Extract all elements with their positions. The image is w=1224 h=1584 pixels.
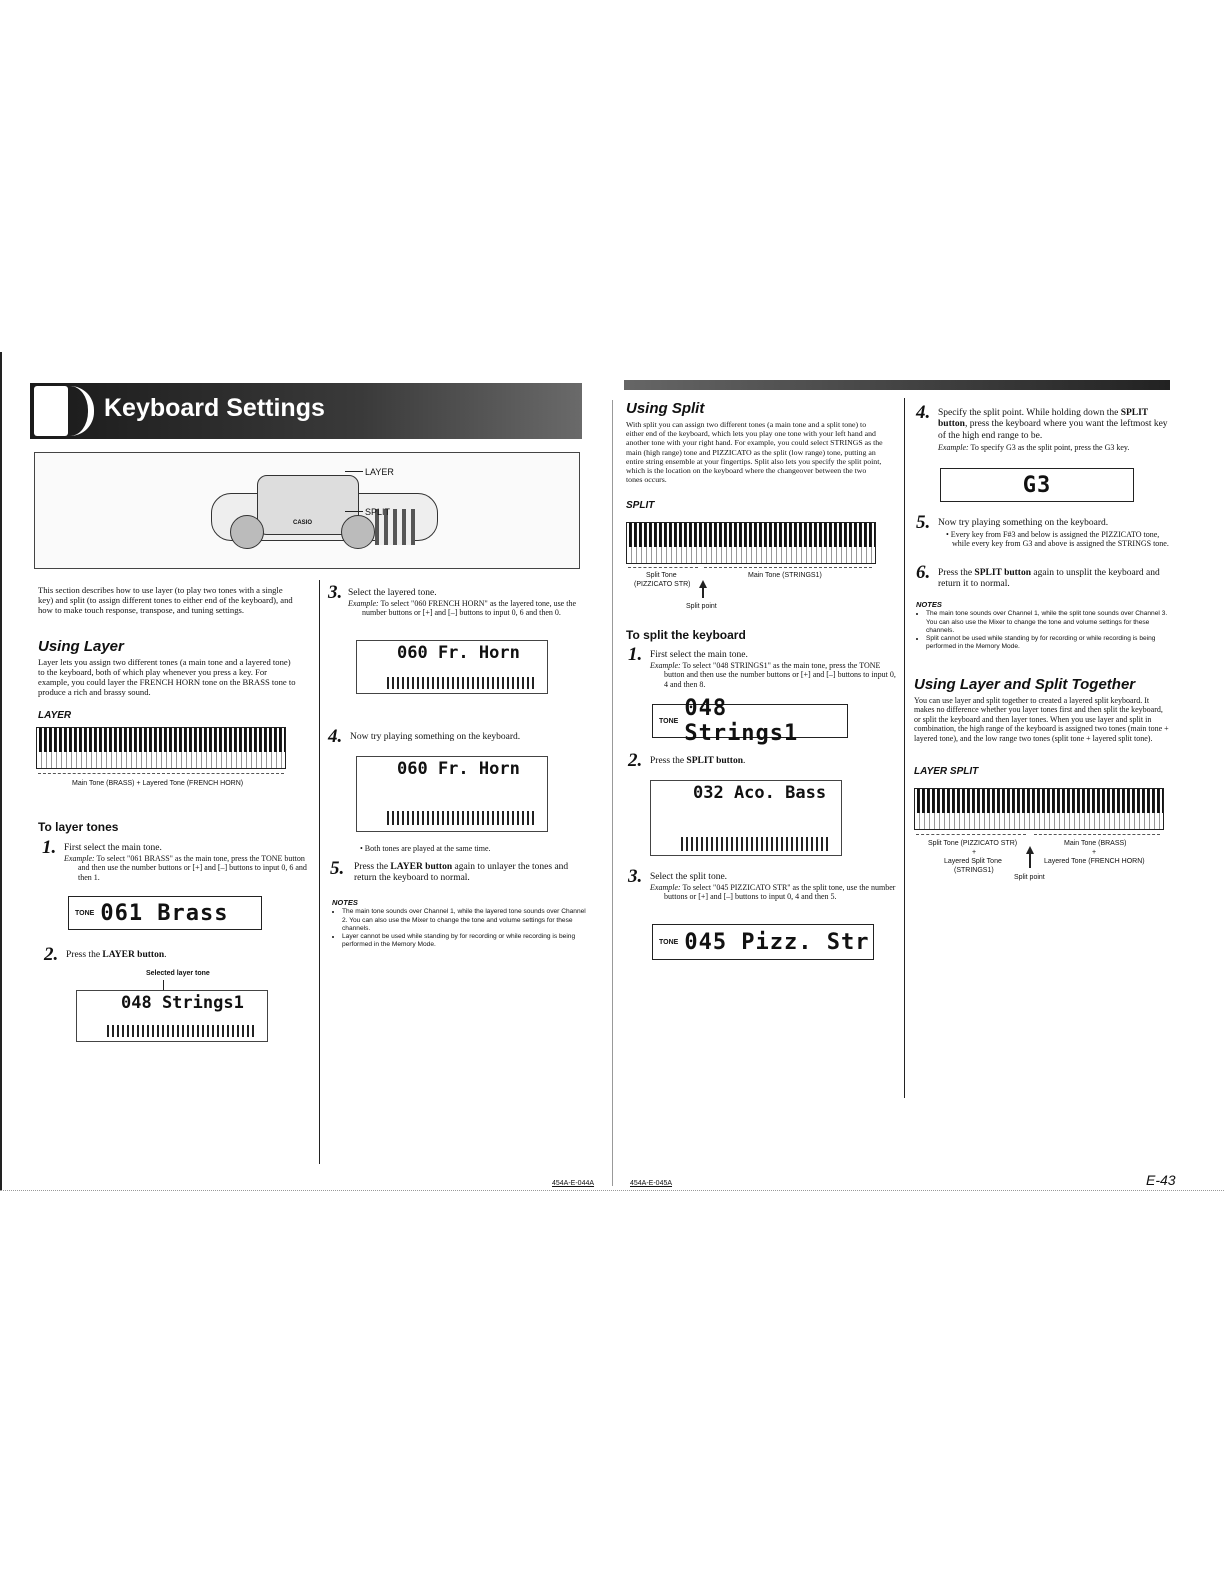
split-button-ref: SPLIT button xyxy=(938,408,1148,430)
intro-text: This section describes how to use layer (to play two tones with a single key) and split (to assign different tones to either end of the keyboard), and how to make touch response, transpose, and tuning settings. xyxy=(38,585,293,616)
split-arrow-left xyxy=(628,567,698,569)
ls-split-point-arrow-icon xyxy=(1026,846,1034,854)
step-1-text: First select the main tone. xyxy=(64,843,162,853)
display-value: 048 Strings1 xyxy=(121,993,244,1013)
example-label: Example: xyxy=(650,883,681,892)
step-4-post: , press the keyboard where you want the leftmost key of the high end range to be. xyxy=(938,419,1168,441)
layer-split-heading: Using Layer and Split Together xyxy=(914,676,1136,693)
ls-right-top: Main Tone (BRASS) xyxy=(1064,840,1127,847)
layer-split-keyboard xyxy=(914,788,1164,830)
step-2-pre: Press the xyxy=(66,950,103,960)
right-column-divider xyxy=(904,398,905,1098)
page-title: Keyboard Settings xyxy=(104,394,325,422)
ls-right-plus: + xyxy=(1092,849,1097,856)
example-text: To select "061 BRASS" as the main tone, press the TONE button and then use the number buttons or [+] and [–] buttons to input 0, 6 and then 1. xyxy=(78,854,307,882)
split-step-4-text xyxy=(938,408,1170,442)
example-text: To specify G3 as the split point, press the G3 key. xyxy=(970,443,1130,452)
ls-left-bottom2: (STRINGS1) xyxy=(954,867,994,874)
split-step-2-number: 2. xyxy=(628,750,643,771)
left-margin-rule xyxy=(0,352,2,1190)
layer-label: LAYER xyxy=(38,710,72,721)
step-5-pre: Press the xyxy=(354,862,391,872)
display-keys xyxy=(387,811,537,825)
split-step-3-text: Select the split tone. xyxy=(650,872,728,882)
using-layer-heading: Using Layer xyxy=(38,638,124,655)
layer-arrow xyxy=(38,773,284,775)
using-split-heading: Using Split xyxy=(626,400,705,417)
to-split-heading: To split the keyboard xyxy=(626,628,746,642)
note-item: • Layer cannot be used while standing by for recording or while recording is being performed in the Memory Mode. xyxy=(342,933,590,949)
step-2-text xyxy=(66,950,166,961)
split-arrow-right xyxy=(704,567,872,569)
lcd-tone-label: TONE xyxy=(659,938,679,946)
example-text: To select "048 STRINGS1" as the main tone, press the TONE button and then use the number buttons or [+] and [–] buttons to input 0, 4 and then 8. xyxy=(664,661,896,689)
split-label: SPLIT xyxy=(626,500,655,511)
note-item: • The main tone sounds over Channel 1, while the split tone sounds over Channel 3. You can also use the Mixer to change the tone and volume settings for these channels. xyxy=(926,610,1170,635)
step-5-text xyxy=(354,862,586,885)
center-divider xyxy=(612,400,613,1186)
lcd-pizz xyxy=(652,924,874,960)
lcd-strings xyxy=(652,696,848,746)
main-tone-caption: Main Tone (STRINGS1) xyxy=(748,572,822,579)
display-keys xyxy=(107,1025,257,1037)
title-bracket-icon xyxy=(34,386,68,436)
step-6-pre: Press the xyxy=(938,568,975,578)
column-divider xyxy=(319,580,320,1164)
step-2-pre: Press the xyxy=(650,756,687,766)
piano-keys-icon xyxy=(627,523,875,563)
step-4-number: 4. xyxy=(328,726,343,747)
split-step-6-number: 6. xyxy=(916,562,931,583)
split-point-stem xyxy=(702,588,704,598)
lcd-brass xyxy=(68,896,262,930)
both-tones-bullet: • Both tones are played at the same time. xyxy=(360,844,491,853)
display-horn-2 xyxy=(356,756,548,832)
display-value: 060 Fr. Horn xyxy=(397,643,520,663)
to-layer-heading: To layer tones xyxy=(38,820,119,834)
note-item: • The main tone sounds over Channel 1, while the layered tone sounds over Channel 2. You can also use the Mixer to change the tone and volume settings for these channels. xyxy=(342,908,590,933)
split-step-5-number: 5. xyxy=(916,512,931,533)
split-tone-sub: (PIZZICATO STR) xyxy=(634,581,691,588)
split-step-3-number: 3. xyxy=(628,866,643,887)
example-label: Example: xyxy=(650,661,681,670)
step-3-text: Select the layered tone. xyxy=(348,588,437,598)
layer-keyboard-caption: Main Tone (BRASS) + Layered Tone (FRENCH HORN) xyxy=(72,780,244,787)
selected-layer-label: Selected layer tone xyxy=(146,970,210,977)
display-keys xyxy=(387,677,537,689)
right-speaker xyxy=(341,515,375,549)
piano-keys-icon xyxy=(915,789,1163,829)
ls-right-bottom: Layered Tone (FRENCH HORN) xyxy=(1044,858,1145,865)
lcd-value: 048 Strings1 xyxy=(684,696,799,746)
layer-split-body: You can use layer and split together to created a layered split keyboard. It makes no difference whether you layer tones first and then split the keyboard, or split the keyboard and then layer tones. When you use layer and split in combination, the high range of the keyboard is assigned two tones (main tone + layered tone), and the low range two tones (split tone + layered split tone). xyxy=(914,696,1169,743)
layer-split-label: LAYER SPLIT xyxy=(914,766,979,777)
layer-figure-label: LAYER xyxy=(365,467,394,477)
split-figure-label: SPLIT xyxy=(365,507,391,517)
note-item: • Split cannot be used while standing by for recording or while recording is being performed in the Memory Mode. xyxy=(926,635,1170,651)
split-tone-caption: Split Tone xyxy=(646,572,677,579)
layer-notes xyxy=(332,898,590,950)
lcd-value: 045 Pizz. Str xyxy=(684,929,870,955)
example-label: Example: xyxy=(64,854,95,863)
display-value: 060 Fr. Horn xyxy=(397,759,520,779)
split-point-caption: Split point xyxy=(686,603,717,610)
step-1-example xyxy=(64,854,312,882)
example-text: To select "060 FRENCH HORN" as the layered tone, use the number buttons or [+] and [–] buttons to input 0, 6 and then 0. xyxy=(362,599,577,618)
display-strings xyxy=(76,990,268,1042)
footer-line xyxy=(0,1190,1224,1192)
display-value: 032 Aco. Bass xyxy=(693,783,827,803)
step-1-number: 1. xyxy=(42,837,57,858)
layer-button-ref: LAYER button xyxy=(102,950,165,960)
example-label: Example: xyxy=(938,443,969,452)
step-2-post: . xyxy=(164,950,167,960)
split-step-1-text: First select the main tone. xyxy=(650,650,748,660)
notes-title: NOTES xyxy=(916,600,942,609)
footer-code-right: 454A-E-045A xyxy=(630,1180,673,1187)
lcd-value: 061 Brass xyxy=(100,900,229,926)
split-button-ref: SPLIT button xyxy=(974,568,1032,578)
step-2-post: . xyxy=(743,756,746,766)
using-split-body: With split you can assign two different tones (a main tone and a split tone) to either end of the keyboard, which lets you play one tone with your left hand and another tone with your right hand. For example, you could select STRINGS as the main (high range) tone and PIZZICATO as the split (low range) tone, putting an entire string ensemble at your fingertips. Split also lets you specify the split point, which is the location on the keyboard where the changeover between the two tones occurs. xyxy=(626,420,883,485)
layer-split-arrow-right xyxy=(1034,834,1160,836)
step-4-text: Now try playing something on the keyboard. xyxy=(350,732,521,742)
left-speaker xyxy=(230,515,264,549)
split-pointer xyxy=(345,511,363,512)
example-text: To select "045 PIZZICATO STR" as the split tone, use the number buttons or [+] and [–] buttons to input 0, 4 and then 5. xyxy=(664,883,896,902)
split-step-4-example xyxy=(938,443,1184,452)
ls-split-point-caption: Split point xyxy=(1014,874,1045,881)
display-aco-bass xyxy=(650,780,842,856)
display-keys xyxy=(681,837,831,851)
split-step-1-number: 1. xyxy=(628,644,643,665)
layer-split-arrow-left xyxy=(916,834,1026,836)
step-5-post: again to unlayer the tones and return the keyboard to normal. xyxy=(354,862,569,884)
display-horn-1 xyxy=(356,640,548,694)
split-button-ref: SPLIT button xyxy=(686,756,744,766)
split-step-6-text xyxy=(938,568,1170,591)
step-3-example xyxy=(348,599,596,618)
step-3-number: 3. xyxy=(328,582,343,603)
lcd-tone-label: TONE xyxy=(75,909,95,917)
split-step-2-text xyxy=(650,756,745,767)
ls-left-plus: + xyxy=(972,849,977,856)
split-step-4-number: 4. xyxy=(916,402,931,423)
step-5-number: 5. xyxy=(330,858,345,879)
step-2-number: 2. xyxy=(44,944,59,965)
ls-left-top: Split Tone (PIZZICATO STR) xyxy=(928,840,1018,847)
footer-code-left: 454A-E-044A xyxy=(552,1180,595,1187)
step-6-post: again to unsplit the keyboard and return it to normal. xyxy=(938,568,1160,590)
step-4-pre: Specify the split point. While holding down the xyxy=(938,408,1121,418)
lcd-g3 xyxy=(940,468,1134,502)
ls-left-bottom: Layered Split Tone xyxy=(944,858,1002,865)
brand-label: CASIO xyxy=(293,520,313,526)
layer-button-ref: LAYER button xyxy=(390,862,453,872)
split-step-5-bullet: • Every key from F#3 and below is assigned the PIZZICATO tone, while every key from G3 and above is assigned the STRINGS tone. xyxy=(946,530,1169,549)
split-point-arrow-icon xyxy=(699,580,707,588)
example-label: Example: xyxy=(348,599,379,608)
ls-split-point-stem xyxy=(1029,854,1031,868)
lcd-value: G3 xyxy=(1022,472,1052,498)
lcd-tone-label: TONE xyxy=(659,717,679,725)
split-step-1-example xyxy=(650,661,898,689)
using-layer-body: Layer lets you assign two different tones (a main tone and a layered tone) to the keyboard, both of which play whenever you press a key. For example, you could layer the FRENCH HORN tone on the BRASS tone to produce a rich and brassy sound. xyxy=(38,657,296,698)
notes-title: NOTES xyxy=(332,898,358,907)
split-step-5-text: Now try playing something on the keyboard. xyxy=(938,518,1109,528)
header-bar xyxy=(624,380,1170,390)
split-step-3-example xyxy=(650,883,898,902)
keyboard-figure xyxy=(34,452,580,569)
split-notes xyxy=(916,600,1170,652)
split-keyboard xyxy=(626,522,876,564)
layer-pointer xyxy=(345,471,363,472)
page-number: E-43 xyxy=(1146,1172,1176,1188)
layer-keyboard xyxy=(36,727,286,769)
piano-keys-icon xyxy=(37,728,285,768)
